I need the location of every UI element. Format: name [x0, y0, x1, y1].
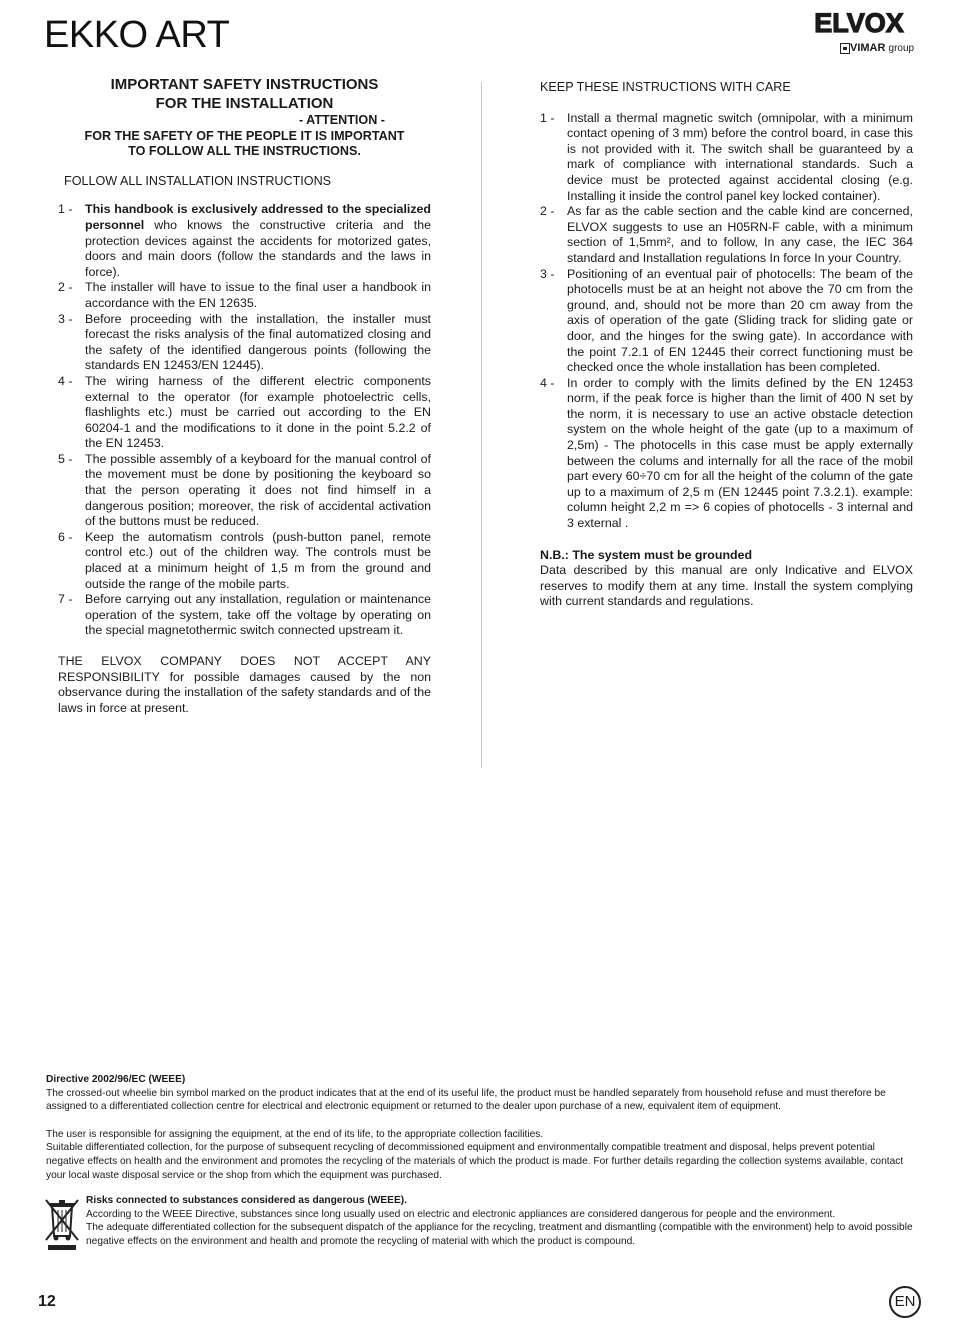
item-number: 2 -: [540, 204, 555, 219]
item-text: The wiring harness of the different electric components external to the operator (for example photoelectric cells, flashlights etc.) must be carried out according to the EN 60204-1 and the modifications to it done in the point 5.2.2 of the EN 12453.: [85, 373, 431, 451]
attention-label: - ATTENTION -: [298, 113, 385, 127]
item-text: As far as the cable section and the cable kind are concerned, ELVOX suggests to use an H05RN-F cable, with a minimum section of 1,5mm², and to follow, In any case, the IEC 364 standard and Installation regulations In force In your Country.: [567, 204, 913, 265]
vimar-mark-icon: [840, 43, 850, 54]
safety-heading: [58, 76, 431, 160]
attention-line-1: FOR THE SAFETY OF THE PEOPLE IT IS IMPORTANT: [84, 128, 405, 143]
risk-title: Risks connected to substances considered as dangerous (WEEE).: [86, 1195, 407, 1206]
item-text: The installer will have to issue to the final user a handbook in accordance with the EN 12635.: [85, 280, 431, 310]
left-item-1: [58, 202, 431, 280]
item-bold-text: This handbook is exclusively addressed to the specialized personnel: [85, 202, 431, 232]
right-column: [540, 80, 913, 610]
item-number: 1 -: [58, 202, 73, 217]
risk-section: [86, 1194, 916, 1248]
item-text: who knows the constructive criteria and the protection devices against the accidents for motorized gates, doors and main doors (follow the standards and the laws in force).: [85, 217, 431, 279]
item-number: 7 -: [58, 592, 73, 607]
right-item-2: [540, 204, 913, 266]
risk-paragraph-1: According to the WEEE Directive, substances since long usually used on electric and electronic appliances are considered dangerous for people and the environment.: [86, 1208, 836, 1220]
weee-paragraph-2: The user is responsible for assigning the equipment, at the end of its life, to the appropriate collection facilities.: [46, 1128, 544, 1140]
left-item-6: [58, 530, 431, 592]
item-number: 2 -: [58, 280, 73, 295]
page-number: 12: [38, 1293, 56, 1310]
item-number: 3 -: [540, 266, 555, 281]
item-text: The possible assembly of a keyboard for the manual control of the movement must be done by positioning the keyboard so that the person operating it does not find himself in a dangerous position; moreover, the risk of accidental activation of the buttons must be reduced.: [85, 451, 431, 529]
nb-text: Data described by this manual are only Indicative and ELVOX reserves to modify them at any time. Install the system complying with current standards and regulations.: [540, 563, 913, 609]
weee-title: Directive 2002/96/EC (WEEE): [46, 1074, 186, 1085]
logo-brand-text: ELVOX: [814, 8, 904, 38]
item-number: 5 -: [58, 451, 73, 466]
crossed-bin-icon: [42, 1196, 82, 1252]
left-item-4: [58, 374, 431, 452]
logo-subline: [850, 42, 914, 54]
elvox-wordmark-icon: [800, 8, 918, 38]
item-number: 4 -: [540, 375, 555, 390]
heading-line-1: IMPORTANT SAFETY INSTRUCTIONS: [110, 76, 379, 93]
item-text: Keep the automatism controls (push-button panel, remote control etc.) out of the children way. The controls must be placed at a minimum height of 1,5 m from the ground and outside the range of the mobile parts.: [85, 529, 431, 591]
item-text: Positioning of an eventual pair of photocells: The beam of the photocells must be at an height not above the 70 cm from the ground, and, should not be more than 20 cm away from the axis of operation of the gate (Sliding track for sliding gate or door, and the hinges for the swing gate). In accordance with the point 7.2.1 of EN 12445 their correct functioning must be checked once the whole installation has been completed.: [567, 266, 913, 375]
elvox-logo: [800, 8, 918, 56]
logo-vimar-text: VIMAR: [850, 42, 886, 54]
document-title: EKKO ART: [44, 14, 230, 56]
right-item-3: [540, 267, 913, 376]
item-number: 1 -: [540, 110, 555, 125]
keep-instructions-heading: KEEP THESE INSTRUCTIONS WITH CARE: [540, 80, 791, 94]
right-item-4: [540, 376, 913, 532]
language-badge: EN: [889, 1286, 921, 1318]
risk-paragraph-2: The adequate differentiated collection for the subsequent dispatch of the appliance for the recycling, treatment and dismantling (compatible with the environment) help to avoid possible negative effects on the environment and health and promote the recycling of material with which the product is compound.: [86, 1222, 913, 1247]
weee-section: [46, 1073, 916, 1182]
nb-title: N.B.: The system must be grounded: [540, 547, 753, 562]
item-text: Before proceeding with the installation, the installer must forecast the risks analysis of the final automatized closing and the safety of the identified dangerous points (following the standards EN 12453/EN 12445).: [85, 311, 431, 373]
right-item-1: [540, 111, 913, 205]
item-number: 4 -: [58, 373, 73, 388]
elvox-disclaimer: THE ELVOX COMPANY DOES NOT ACCEPT ANY RESPONSIBILITY for possible damages caused by the non observance during the installation of the safety standards and of the laws in force at present.: [58, 654, 431, 715]
item-text: Before carrying out any installation, regulation or maintenance operation of the system, take off the voltage by operating on the special magnetothermic switch connected upstream it.: [85, 592, 431, 638]
left-column: [58, 76, 431, 639]
follow-heading: FOLLOW ALL INSTALLATION INSTRUCTIONS: [64, 173, 332, 188]
column-divider: [481, 82, 482, 768]
weee-paragraph-1: The crossed-out wheelie bin symbol marked on the product indicates that at the end of its useful life, the product must be handled separately from household refuse and must therefore be assigned to a differentiated collection centre for electrical and electronic equipment or returned to the dealer upon purchase of a new, equivalent item of equipment.: [46, 1087, 886, 1113]
item-text: Install a thermal magnetic switch (omnipolar, with a minimum contact opening of 3 mm) before the control board, in case this is not provided with it. The switch shall be guaranteed by a mark of compliance with international standards. Such a device must be protected against accidental closing (e.g. Installing it inside the control panel key locked container).: [567, 110, 913, 203]
weee-paragraph-3: Suitable differentiated collection, for the purpose of subsequent recycling of decommissioned equipment and environmentally compatible treatment and disposal, helps prevent potential negative effects on health and the environment and promotes the recycling of the materials of which the product is made. For further details regarding the collection systems available, contact your local waste disposal service or the shop from which the equipment was purchased.: [46, 1142, 904, 1181]
item-text: In order to comply with the limits defined by the EN 12453 norm, if the peak force is higher than the limit of 400 N set by the norm, it is necessary to use an active obstacle detection system on the whole height of the gate (up to a maximum of 2,5m) - The photocells in this case must be apply externally between the colums and internally for all the race of the mobil part every 60÷70 cm for all the height of the column of the gate up to a maximum of 2,5 m (EN 12445 point 7.3.2.1). example: column height 2,2 m => 6 copies of photocells - 3 internal and 3 external .: [567, 375, 913, 531]
left-item-2: [58, 280, 431, 311]
left-item-7: [58, 592, 431, 639]
item-number: 6 -: [58, 529, 73, 544]
item-number: 3 -: [58, 311, 73, 326]
logo-group-text: group: [888, 43, 915, 54]
heading-line-2: FOR THE INSTALLATION: [155, 94, 334, 112]
attention-line-2: TO FOLLOW ALL THE INSTRUCTIONS.: [128, 144, 361, 159]
left-item-3: [58, 312, 431, 374]
left-item-5: [58, 452, 431, 530]
